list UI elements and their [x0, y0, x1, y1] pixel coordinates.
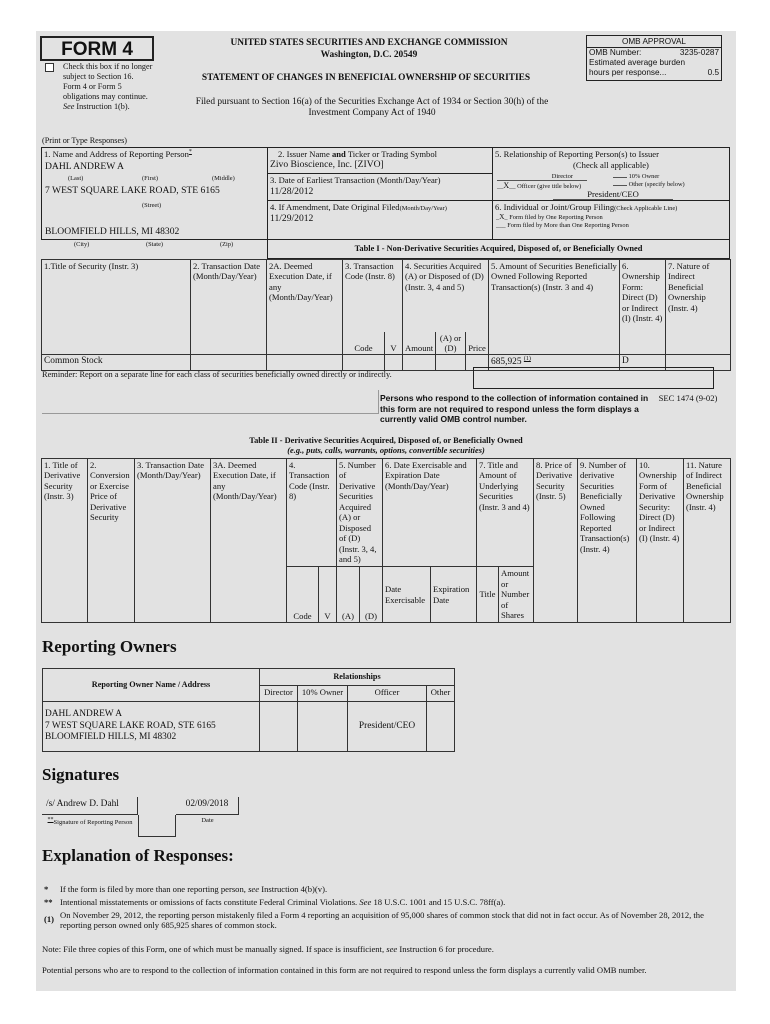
- form-title: [40, 36, 154, 61]
- signatures-heading: Signatures: [42, 765, 120, 784]
- agency-city: Washington, D.C. 20549: [320, 50, 418, 60]
- agency-name: UNITED STATES SECURITIES AND EXCHANGE COMMISSION: [230, 38, 508, 48]
- omb-approval-box: OMB APPROVAL OMB Number: 3235-0287 Estimated average burden hours per response... 0.5: [586, 35, 722, 81]
- footnote-1: (1) On November 29, 2012, the reporting person mistakenly filed a Form 4 reporting an acquisition of 95,000 shares of common stock that did not in fact occur. As of November 28, 2012, the reporting person owned only 685,925 shares of common stock.: [44, 910, 704, 931]
- table-1-non-derivative: 1.Title of Security (Instr. 3) 2. Transaction Date (Month/Day/Year) 2A. Deemed Execution Date, if any (Month/Day/Year) 3. Transaction Code (Instr. 8) 4. Securities Acquired (A) or Disposed of (D) (Instr. 3, 4 and 5) 5. Amount of Securities Beneficially Owned Following Reported Transaction(s) (Instr. 3 and 4) 6. Ownership Form: Direct (D) or Indirect (I) (Instr. 4) 7. Nature of Indirect Beneficial Ownership (Instr. 4) Code V Amount (A) or (D) Price Common Stock 685,925 $^{(1)}$ D: [41, 259, 731, 371]
- box-6-filing: 6. Individual or Joint/Group Filing(Check Applicable Line) _X_ Form filed by One Reporting Person ___ Form filed by More than One Reporting Person: [492, 200, 730, 240]
- earliest-transaction-date: 11/28/2012: [270, 186, 314, 198]
- explanation-heading: Explanation of Responses:: [42, 846, 234, 865]
- owner-officer-title: President/CEO: [348, 702, 427, 752]
- print-type: (Print or Type Responses): [42, 136, 128, 145]
- persons-notice: Persons who respond to the collection of information contained in this form are not required to respond unless the form displays a currently valid OMB control number.: [380, 393, 649, 425]
- form-label: FORM 4: [61, 39, 133, 60]
- omb-title: OMB APPROVAL: [587, 36, 721, 48]
- potential-persons-text: Potential persons who are to respond to the collection of information contained in this form are not required to respond unless the form displays a currently valid OMB number.: [42, 965, 647, 975]
- row-security-title: Common Stock: [42, 355, 191, 371]
- row-amount-owned: 685,925 $^{(1)}$: [489, 355, 620, 371]
- footnote-asterisk: * If the form is filed by more than one reporting person, see Instruction 4(b)(v).: [44, 884, 328, 894]
- footnote-double-asterisk: ** Intentional misstatements or omissions of facts constitute Federal Criminal Violations. See 18 U.S.C. 1001 and 15 U.S.C. 78ff(a).: [44, 897, 506, 907]
- reporting-owners-table: Reporting Owner Name / Address Relationships Director 10% Owner Officer Other DAHL ANDREW A 7 WEST SQUARE LAKE ROAD, STE 6165 BLOOMFIELD HILLS, MI 48302 President/CEO: [42, 668, 455, 752]
- sec-number: SEC 1474 (9-02): [658, 393, 718, 403]
- note-text: Note: File three copies of this Form, one of which must be manually signed. If space is insufficient, see Instruction 6 for procedure.: [42, 944, 494, 954]
- statement-title: STATEMENT OF CHANGES IN BENEFICIAL OWNERSHIP OF SECURITIES: [201, 73, 531, 83]
- omb-number: 3235-0287: [679, 48, 719, 57]
- no-longer-subject-checkbox[interactable]: [45, 63, 54, 72]
- box-1-reporting-person: 1. Name and Address of Reporting Person* DAHL ANDREW A (Last) (First) (Middle) 7 WEST SQUARE LAKE ROAD, STE 6165 (Street) BLOOMFIELD HILLS, MI 48302: [41, 147, 267, 240]
- table-2-title: Table II - Derivative Securities Acquired, Disposed of, or Beneficially Owned: [249, 436, 523, 445]
- signature-block: /s/ Andrew D. Dahl: [42, 797, 138, 815]
- officer-title: President/CEO: [553, 189, 673, 200]
- filing-option-two: ___ Form filed by More than One Reporting Person: [496, 221, 629, 229]
- table-1-title: Table I - Non-Derivative Securities Acquired, Disposed of, or Beneficially Owned: [267, 239, 730, 259]
- reporting-person-name: DAHL ANDREW A: [45, 161, 124, 172]
- reporting-owners-heading: Reporting Owners: [42, 637, 177, 656]
- reporting-person-city: BLOOMFIELD HILLS, MI 48302: [45, 226, 180, 237]
- signature-date: 02/09/2018: [176, 797, 239, 815]
- box-2-issuer: 2. Issuer Name and Ticker or Trading Symbol Zivo Bioscience, Inc. [ZIVO]: [267, 147, 492, 174]
- row-ownership-form: D: [620, 355, 666, 371]
- reminder-box: [473, 367, 714, 389]
- box-5-relationship: 5. Relationship of Reporting Person(s) to Issuer (Check all applicable) Director 10% Owner __X__ Officer (give title below) Other (specify below) President/CEO: [492, 147, 730, 201]
- table-2-subtitle: (e.g., puts, calls, warrants, options, convertible securities): [287, 446, 485, 455]
- table-2-derivative: 1. Title of Derivative Security (Instr. 3) 2. Conversion or Exercise Price of Derivative Security 3. Transaction Date (Month/Day/Year) 3A. Deemed Execution Date, if any (Month/Day/Year) 4. Transaction Code (Instr. 8) 5. Number of Derivative Securities Acquired (A) or Disposed of (D) (Instr. 3, 4, and 5) 6. Date Exercisable and Expiration Date (Month/Day/Year) 7. Title and Amount of Underlying Securities (Instr. 3 and 4) 8. Price of Derivative Security (Instr. 5) 9. Number of derivative Securities Beneficially Owned Following Reported Transaction(s) (Instr. 4) 10. Ownership Form of Derivative Security: Direct (D) or Indirect (I) (Instr. 4) 11. Nature of Indirect Beneficial Ownership (Instr. 4) Code V (A) (D) Date Exercisable Expiration Date Title Amount or Number of Shares: [41, 458, 731, 623]
- amendment-date: 11/29/2012: [270, 213, 314, 225]
- owner-row: DAHL ANDREW A 7 WEST SQUARE LAKE ROAD, STE 6165 BLOOMFIELD HILLS, MI 48302 President/CEO: [43, 702, 455, 752]
- officer-checkbox: __X__ Officer (give title below): [497, 181, 582, 190]
- filing-option-one: _X_ Form filed by One Reporting Person: [496, 213, 603, 222]
- checkbox-text: Check this box if no longer subject to Section 16. Form 4 or Form 5 obligations may continue. See Instruction 1(b).: [63, 62, 153, 111]
- filed-pursuant: Filed pursuant to Section 16(a) of the Securities Exchange Act of 1934 or Section 30(h) of the Investment Company Act of 1940: [195, 97, 549, 119]
- box-4-amendment: 4. If Amendment, Date Original Filed(Month/Day/Year) 11/29/2012: [267, 200, 492, 240]
- reminder-text: Reminder: Report on a separate line for each class of securities beneficially owned directly or indirectly.: [42, 370, 392, 379]
- footnote-link-1[interactable]: (1): [523, 356, 531, 363]
- reporting-person-street: 7 WEST SQUARE LAKE ROAD, STE 6165: [45, 185, 220, 196]
- issuer-name: Zivo Bioscience, Inc. [ZIVO]: [270, 159, 384, 171]
- form-4-document: FORM 4 Check this box if no longer subject to Section 16. Form 4 or Form 5 obligations may continue. See Instruction 1(b). UNITED STATES SECURITIES AND EXCHANGE COMMISSION Washington, D.C. 20549 STATEMENT OF CHANGES IN BENEFICIAL OWNERSHIP OF SECURITIES Filed pursuant to Section 16(a) of the Securities Exchange Act of 1934 or Section 30(h) of the Investment Company Act of 1940 OMB APPROVAL OMB Number: 3235-0287 Estimated average burden hours per response... 0.5 (Print or Type Responses) 1. Name and Address of Reporting Person* DAHL ANDREW A (Last) (First) (Middle) 7 WEST SQUARE LAKE ROAD, STE 6165 (Street) BLOOMFIELD HILLS, MI 48302 (City) (State) (Zip) 2. Issuer Name and Ticker or Trading Symbol Zivo Bioscience, Inc. [ZIVO] 3. Date of Earliest Transaction (Month/Day/Year) 11/28/2012 4. If Amendment, Date Original Filed(Month/Day/Year) 11/29/2012 5. Relationship of Reporting Person(s) to Issuer (Check all applicable) Director 10% Owner __X__ Officer (give title below) Other (specify below) President/CEO 6. Individual or Joint/Group Filing(Check Applicable Line) _X_ Form filed by One Reporting Person ___ Form filed by More than One Reporting Person Table I - Non-Derivative Securities Acquired, Disposed of, or Beneficially Owned 1.Title of Security (Instr. 3) 2. Transaction Date (Month/Day/Year) 2A. Deemed Execution Date, if any (Month/Day/Year) 3. Transaction Code (Instr. 8) 4. Securities Acquired (A) or Disposed of (D) (Instr. 3, 4 and 5) 5. Amount of Securities Beneficially Owned Following Reported Transaction(s) (Instr. 3 and 4) 6. Ownership Form: Direct (D) or Indirect (I) (Instr. 4) 7. Nature of Indirect Beneficial Ownership (Instr. 4) Code V Amount (A) or (D) Price Common Stock 685,925 $^{(1)}$ D Reminder: Report on a separate line for each class of securities beneficially owned directly or indirectly. Persons who respond to the collection of information contained in this form are not required to respond unless the form displays a currently valid OMB control number. SEC 1474 (9-02) Table II - Derivative Securities Acquired, Disposed of, or Beneficially Owned (e.g., puts, calls, warrants, options, convertible securities) 1. Title of Derivative Security (Instr. 3) 2. Conversion or Exercise Price of Derivative Security 3. Transaction Date (Month/Day/Year) 3A. Deemed Execution Date, if any (Month/Day/Year) 4. Transaction Code (Instr. 8) 5. Number of Derivative Securities Acquired (A) or Disposed of (D) (Instr. 3, 4, and 5) 6. Date Exercisable and Expiration Date (Month/Day/Year) 7. Title and Amount of Underlying Securities (Instr. 3 and 4) 8. Price of Derivative Security (Instr. 5) 9. Number of derivative Securities Beneficially Owned Following Reported Transaction(s) (Instr. 4) 10. Ownership Form of Derivative Security: Direct (D) or Indirect (I) (Instr. 4) 11. Nature of Indirect Beneficial Ownership (Instr. 4) Code V (A) (D) Date Exercisable Expiration Date Title Amount or Number of Shares Reporting Owners Reporting Owner Name / Address Relationships Director 10% Owner Officer Other DAHL ANDREW A 7 WEST SQUARE LAKE ROAD, STE 6165 BLOOMFIELD HILLS, MI 48302 President/CEO Signatures /s/ Andrew D. Dahl **Signature of Reporting Person 02/09/2018 Date Explanation of Responses: * If the form is filed by more than one reporting person, see Instruction 4(b)(v). ** Intentional misstatements or omissions of facts constitute Federal Criminal Violations. See 18 U.S.C. 1001 and 15 U.S.C. 78ff(a). (1) On November 29, 2012, the reporting person mistakenly filed a Form 4 reporting an acquisition of 95,000 shares of common stock that did not in fact occur. As of November 28, 2012, the reporting person owned only 685,925 shares of common stock. Note: File three copies of this Form, one of which must be manually signed. If space is insufficient, see Instruction 6 for procedure. Potential persons who are to respond to the collection of information contained in this form are not required to respond unless the form displays a currently valid OMB number.: [36, 31, 736, 991]
- box-3-earliest-date: 3. Date of Earliest Transaction (Month/Day/Year) 11/28/2012: [267, 173, 492, 201]
